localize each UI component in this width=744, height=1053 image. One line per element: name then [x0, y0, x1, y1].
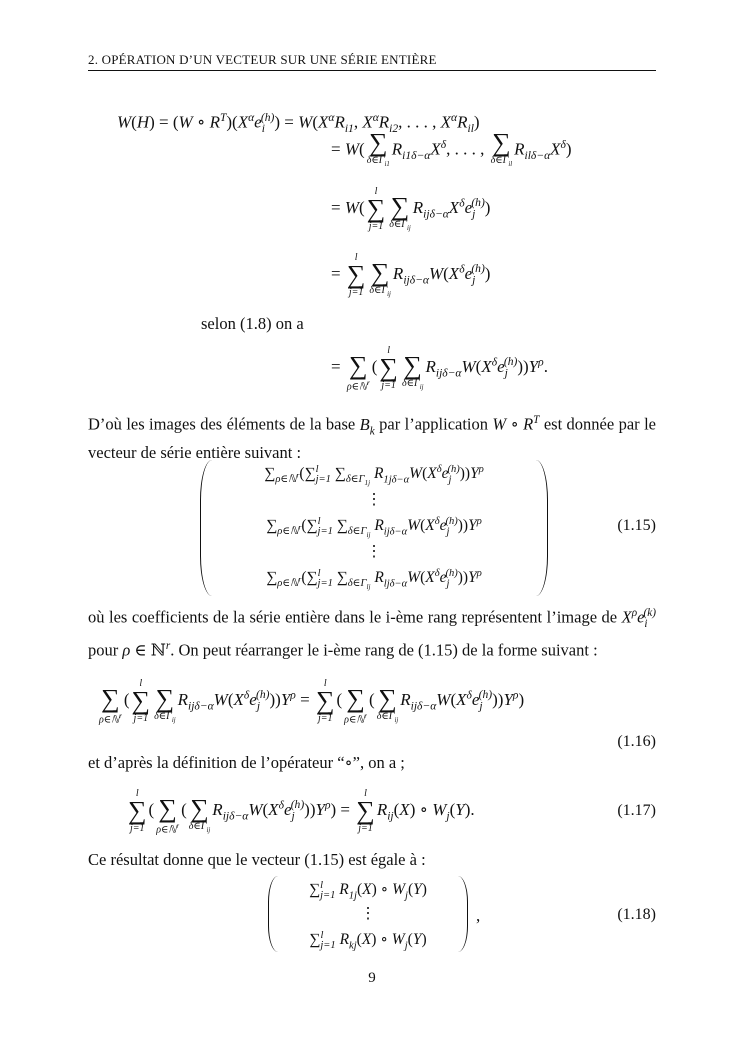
running-header: 2. OPÉRATION D’UN VECTEUR SUR UNE SÉRIE ENTIÈRE: [88, 52, 437, 67]
vector-1-15: [200, 460, 548, 596]
equation-number-1-18: (1.18): [617, 906, 656, 923]
selon-text: selon (1.8) on a: [201, 314, 304, 333]
vector-row-i: $\sum_{\rho\in ℕ^r}(\sum^l_{j=1}$ $\sum_{\delta\in\Gamma_{ij}}$ $R_{ij\delta-\alpha}W(X^\delta e_j^{(h)}))Y^\rho$: [266, 516, 482, 540]
vector-dots-1: ⋮: [366, 491, 382, 508]
vector-row-1: ∑$^l_{j=1}$ $R_{1j}(X)$ ∘ $W_j(Y)$: [309, 880, 427, 902]
paragraph-1: D’où les images des éléments de la base $B_k$ par l’application W ∘ $R^T$ est donnée par le vecteur de série entière suivant :: [88, 414, 656, 462]
equation-line-2: = W( ∑ $\delta\in\Gamma_{i1}$ $R_{i1\delta-\alpha}X^\delta$, . . . , ∑ $\delta\in\Gamma_{il}$ $R_{il\delta-\alpha}X^\delta$): [331, 128, 572, 168]
equation-number-1-15: (1.15): [617, 517, 656, 534]
header-rule: [88, 70, 656, 71]
paragraph-4: Ce résultat donne que le vecteur (1.15) est égale à :: [88, 850, 426, 869]
paragraph-2: où les coefficients de la série entière dans le i-ème rang représentent l’image de $X^\rho e_i^{(k)}$ pour ρ ∈ ℕ$^r$. On peut réarranger le i-ème rang de (1.15) de la forme suivant :: [88, 607, 656, 660]
vector-dots-2: ⋮: [366, 543, 382, 560]
vector-dots: ⋮: [360, 905, 376, 922]
equation-number-1-17: (1.17): [617, 802, 656, 819]
equation-1-16: ∑ ρ∈ℕ$^r$ ( l ∑ j=1 ∑ $\delta\in\Gamma_{ij}$ $R_{ij\delta-\alpha}W(X^\delta e_j^{(h)}))Y^\rho$ = l ∑ j=1 ( ∑ ρ∈ℕ$^r$ ( ∑ $\delta\in\Gamma_{ij}$ $R_{ij\delta-\alpha}W(X^\delta e_j^{(h)}))Y^\rho$): [99, 678, 525, 726]
vector-row-1: $\sum_{\rho\in ℕ^r}(\sum^l_{j=1}$ $\sum_{\delta\in\Gamma_{1j}}$ $R_{1j\delta-\alpha}W(X^\delta e_j^{(h)}))Y^\rho$: [264, 464, 484, 488]
trailing-comma: ,: [476, 906, 481, 925]
equation-number-1-16: (1.16): [617, 733, 656, 750]
vector-1-18: [268, 876, 468, 952]
page-number: 9: [368, 970, 376, 986]
equation-line-4: = l ∑ j=1 ∑ $\delta\in\Gamma_{ij}$ $R_{ij\delta-\alpha}W(X^\delta e_j^{(h)})$: [331, 252, 491, 298]
equation-1-17: l ∑ j=1 ( ∑ ρ∈ℕ$^r$ ( ∑ $\delta\in\Gamma_{ij}$ $R_{ij\delta-\alpha}W(X^\delta e_j^{(h)}))Y^\rho$) = l ∑ j=1 $R_{ij}(X)$ ∘ $W_j(Y)$.: [128, 788, 475, 836]
vector-row-l: $\sum_{\rho\in ℕ^r}(\sum^l_{j=1}$ $\sum_{\delta\in\Gamma_{lj}}$ $R_{lj\delta-\alpha}W(X^\delta e_j^{(h)}))Y^\rho$: [266, 568, 482, 592]
equation-line-5: = ∑ ρ∈ℕ$^r$ ( l ∑ j=1 ∑ $\delta\in\Gamma_{ij}$ $R_{ij\delta-\alpha}W(X^\delta e_j^{(h)}))Y^\rho$.: [331, 345, 548, 393]
vector-row-k: ∑$^l_{j=1}$ $R_{kj}(X)$ ∘ $W_j(Y)$: [309, 930, 427, 952]
equation-line-3: = W( l ∑ j=1 ∑ $\delta\in\Gamma_{ij}$ $R_{ij\delta-\alpha}X^\delta e_j^{(h)}$): [331, 186, 491, 232]
paragraph-3: et d’après la définition de l’opérateur “∘”, on a ;: [88, 753, 405, 772]
equation-line-1: W(H) = (W ∘ $R^T)(X^\alpha e_i^{(h)}) = W(X^\alpha R_{i1}$, $X^\alpha R_{i2}$, . . . , $X^\alpha R_{il}$): [117, 111, 480, 136]
